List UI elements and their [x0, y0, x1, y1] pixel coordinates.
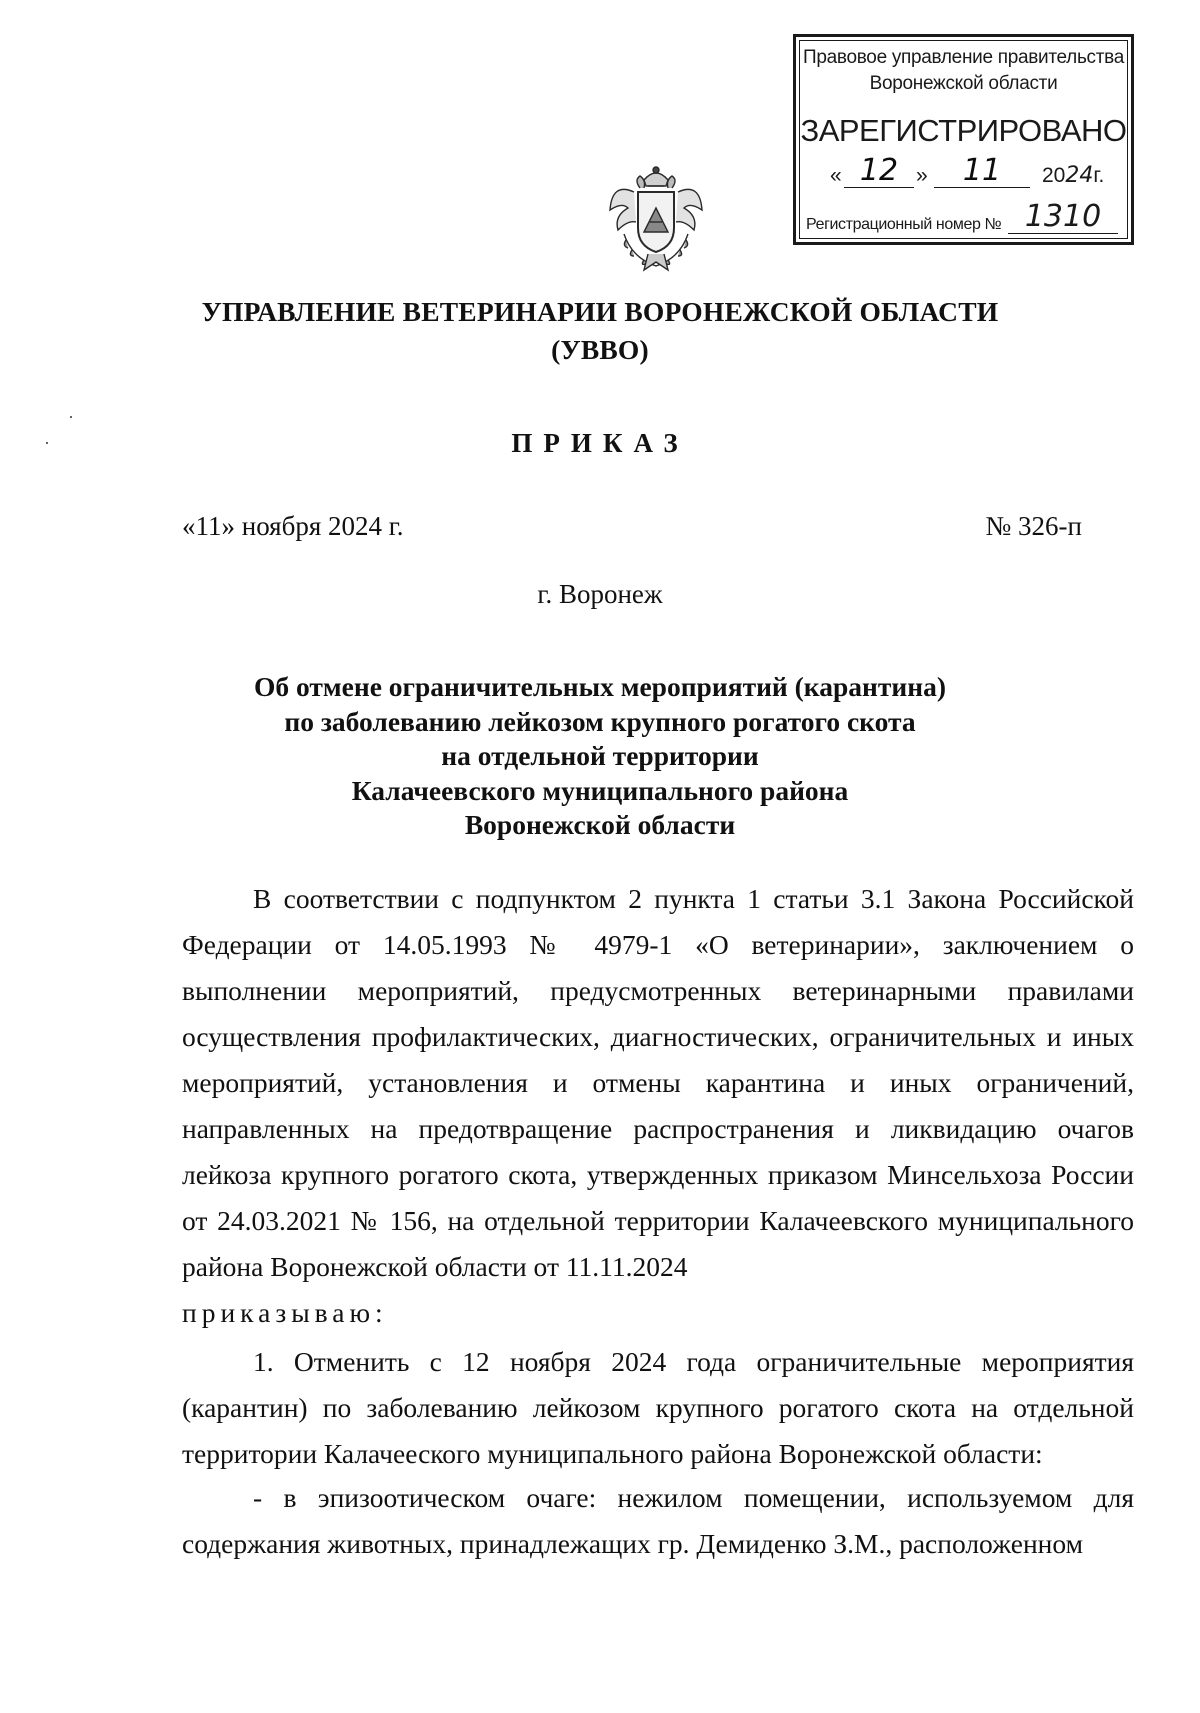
subject-line-3: на отдельной территории [441, 740, 759, 771]
document-city: г. Воронеж [537, 579, 663, 609]
coat-of-arms-icon [604, 162, 708, 276]
organization-title [0, 293, 1200, 369]
subject-line-4: Калачеевского муниципального района [351, 774, 849, 806]
organization-name: УПРАВЛЕНИЕ ВЕТЕРИНАРИИ ВОРОНЕЖСКОЙ ОБЛАСТИ [201, 296, 999, 327]
stamp-quote-close: » [916, 164, 928, 187]
scan-speck [46, 442, 48, 444]
document-type: ПРИКАЗ [511, 428, 689, 458]
stamp-date-row [830, 154, 1110, 194]
item-1-paragraph: 1. Отменить с 12 ноября 2024 года ограничительные мероприятия (карантин) по заболеванию лейкозом крупного рогатого скота на отдельной территории Калачееского муниципального района Воронежской области: [182, 1346, 1134, 1469]
stamp-quote-open: « [830, 164, 842, 187]
stamp-year [1042, 163, 1104, 188]
subject-line-1: Об отмене ограничительных мероприятий (карантина) [254, 671, 946, 702]
stamp-year-prefix: 20 [1042, 164, 1066, 187]
document-number: № 326-п [985, 511, 1082, 541]
document-date: «11» ноября 2024 г. [182, 511, 404, 541]
stamp-month: 11 [934, 155, 1030, 188]
scan-speck [70, 416, 72, 418]
item-1-subparagraph: - в эпизоотическом очаге: нежилом помещении, используемом для содержания животных, принадлежащих гр. Демиденко З.М., расположенном [182, 1482, 1134, 1559]
document-subject [0, 670, 1200, 843]
subject-line-2: по заболеванию лейкозом крупного рогатого скота [284, 705, 916, 737]
stamp-org-line2: Воронежской области [869, 73, 1058, 94]
preamble-paragraph: В соответствии с подпунктом 2 пункта 1 статьи 3.1 Закона Российской Федерации от 14.05.1993 № 4979-1 «О ветеринарии», заключением о выполнении мероприятий, предусмотренных ветеринарными правилами осуществления профилактических, диагностических, ограничительных и иных мероприятий, установления и отмены карантина и иных ограничений, направленных на предотвращение распространения и ликвидацию очагов лейкоза крупного рогатого скота, утвержденных приказом Минсельхоза России от 24.03.2021 № 156, на отдельной территории Калачеевского муниципального района Воронежской области от 11.11.2024 [182, 883, 1134, 1282]
stamp-year-suffix: г. [1093, 164, 1105, 187]
stamp-year-handwritten: 24 [1065, 163, 1094, 188]
stamp-regno-value: 1310 [1008, 201, 1118, 234]
stamp-organization [796, 45, 1131, 97]
organization-abbreviation: (УВВО) [551, 334, 649, 365]
stamp-registered-label: ЗАРЕГИСТРИРОВАНО [800, 113, 1127, 148]
stamp-day: 12 [844, 155, 914, 188]
subject-line-5: Воронежской области [464, 809, 736, 840]
stamp-org-line1: Правовое управление правительства [802, 47, 1124, 68]
stamp-regno-row [806, 199, 1126, 238]
registration-stamp [793, 34, 1134, 245]
stamp-regno-label: Регистрационный номер № [806, 216, 1002, 233]
order-verb: приказываю: [182, 1297, 388, 1328]
